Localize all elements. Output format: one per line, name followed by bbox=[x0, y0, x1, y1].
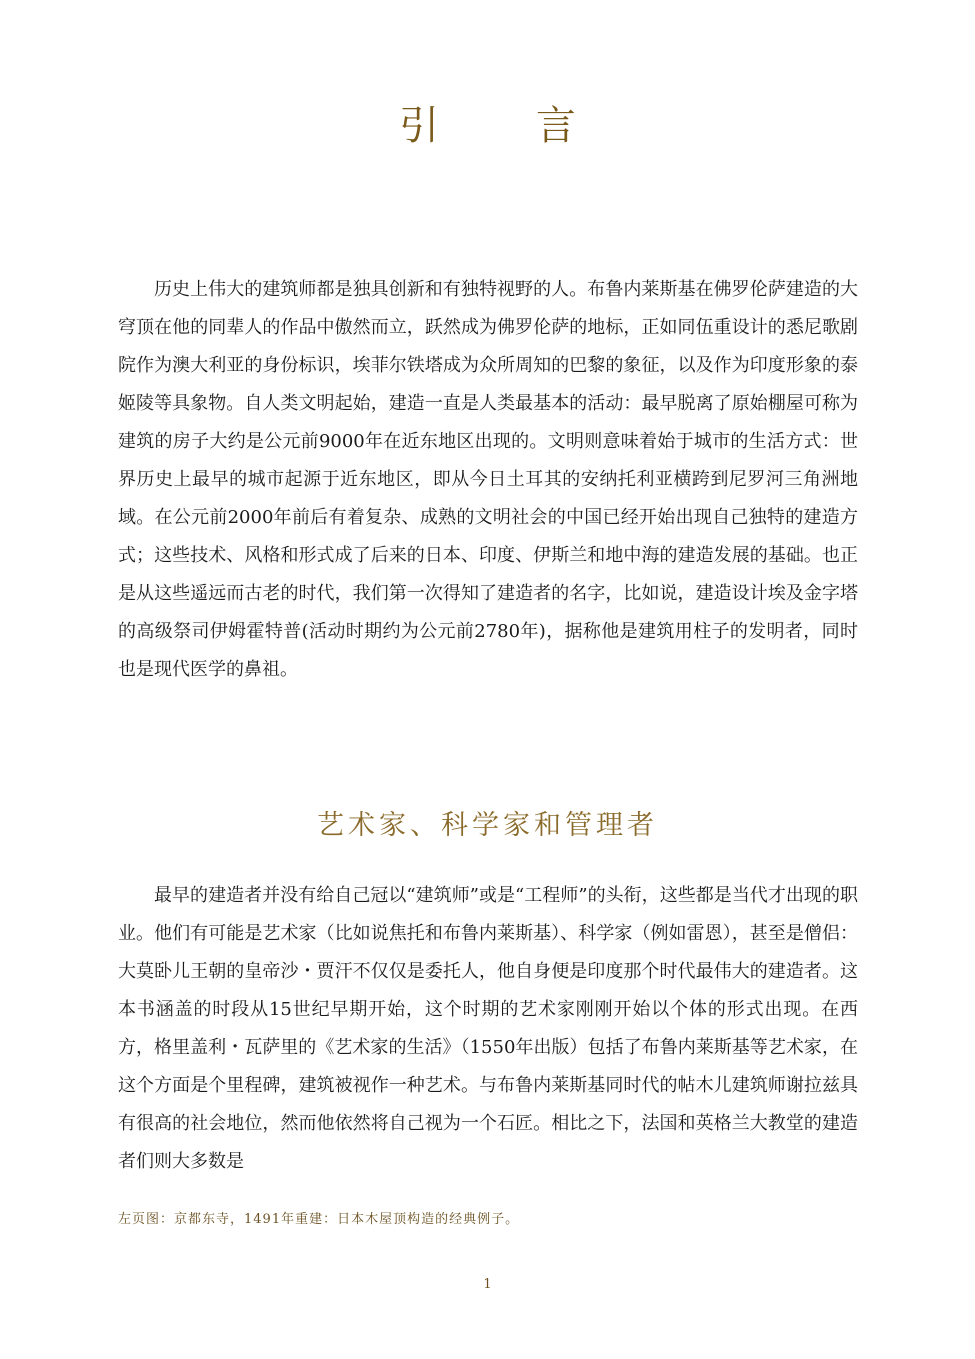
section-heading: 艺术家、科学家和管理者 bbox=[317, 810, 658, 841]
intro-paragraph-1: 历史上伟大的建筑师都是独具创新和有独特视野的人。布鲁内莱斯基在佛罗伦萨建造的大穹顶在他的同辈人的作品中傲然而立，跃然成为佛罗伦萨的地标，正如同伍重设计的悉尼歌剧院作为澳大利亚的身份标识，埃菲尔铁塔成为众所周知的巴黎的象征，以及作为印度形象的泰姬陵等具象物。自人类文明起始，建造一直是人类最基本的活动：最早脱离了原始棚屋可称为建筑的房子大约是公元前9000年在近东地区出现的。文明则意味着始于城市的生活方式：世界历史上最早的城市起源于近东地区，即从今日土耳其的安纳托利亚横跨到尼罗河三角洲地域。在公元前2000年前后有着复杂、成熟的文明社会的中国已经开始出现自己独特的建造方式；这些技术、风格和形式成了后来的日本、印度、伊斯兰和地中海的建造发展的基础。也正是从这些遥远而古老的时代，我们第一次得知了建造者的名字，比如说，建造设计埃及金字塔的高级祭司伊姆霍特普(活动时期约为公元前2780年)，据称他是建筑用柱子的发明者，同时也是现代医学的鼻祖。 bbox=[118, 279, 858, 680]
page-title: 引 言 bbox=[399, 103, 618, 149]
page-number: 1 bbox=[483, 1277, 492, 1292]
image-caption: 左页图：京都东寺，1491年重建：日本木屋顶构造的经典例子。 bbox=[118, 1212, 520, 1227]
section-paragraph-1: 最早的建造者并没有给自己冠以“建筑师”或是“工程师”的头衔，这些都是当代才出现的职业。他们有可能是艺术家（比如说焦托和布鲁内莱斯基）、科学家（例如雷恩），甚至是僧侣：大莫卧儿王朝的皇帝沙・贾汗不仅仅是委托人，他自身便是印度那个时代最伟大的建造者。这本书涵盖的时段从15世纪早期开始，这个时期的艺术家刚刚开始以个体的形式出现。在西方，格里盖利・瓦萨里的《艺术家的生活》（1550年出版）包括了布鲁内莱斯基等艺术家，在这个方面是个里程碑，建筑被视作一种艺术。与布鲁内莱斯基同时代的帖木儿建筑师谢拉兹具有很高的社会地位，然而他依然将自己视为一个石匠。相比之下，法国和英格兰大教堂的建造者们则大多数是 bbox=[118, 885, 858, 1172]
